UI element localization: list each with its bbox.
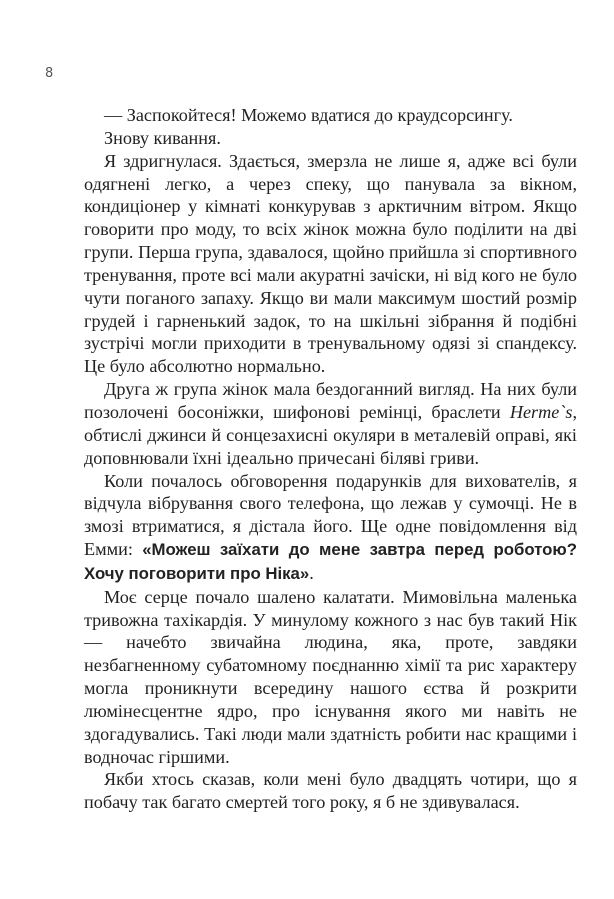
body-text — [84, 104, 577, 814]
paragraph-phone-message — [84, 470, 577, 586]
paragraph-nodding: Знову кивання. — [104, 127, 221, 148]
message-quote-bold: «Можеш заїхати до мене завтра перед роботою? Хочу поговорити про Ніка» — [84, 540, 577, 583]
text-span: Коли почалось обговорення подарунків для вихователів, я відчула вібрування свого телефона, що лежав у сумочці. Не в змозі втриматися, я дістала його. Ще одне повідомлення від Емми: — [84, 470, 577, 560]
text-span: , обтислі джинси й сонцезахисні окуляри в металевій оправі, які доповнювали їхні ідеально причесані біляві гриви. — [84, 401, 577, 468]
paragraph-heart: Моє серце почало шалено калатати. Мимовільна маленька тривожна тахікардія. У минулому кожного з нас був такий Нік — начебто звичайна людина, яка, проте, завдяки незбагненному субатомному поєднанню хімії та рис характеру могла проникнути всередину нашого єства й розкрити люмінесцентне ядро, про існування якого ми навіть не здогадувались. Такі люди мали здатність робити нас кращими і водночас гіршими. — [84, 586, 577, 767]
brand-name-italic: Herme`s — [509, 401, 573, 422]
text-span: Друга ж група жінок мала бездоганний вигляд. На них були позолочені босоніжки, шифонові ремінці, браслети — [84, 379, 577, 422]
paragraph-second-group — [84, 378, 577, 469]
page-number: 8 — [45, 66, 54, 81]
text-span: . — [309, 562, 314, 583]
paragraph-final: Якби хтось сказав, коли мені було двадцять чотири, що я побачу так багато смертей того року, я б не здивувалася. — [84, 769, 577, 813]
paragraph-dialogue: — Заспокойтеся! Можемо вдатися до краудсорсингу. — [104, 105, 513, 125]
paragraph-shiver: Я здригнулася. Здається, змерзла не лише я, адже всі були одягнені легко, а через спеку, що панувала за вікном, кондиціонер у кімнаті конкурував з арктичним вітром. Якщо говорити про моду, то всіх жінок можна було поділити на дві групи. Перша група, здавалося, щойно прийшла зі спортивного тренування, проте всі мали акуратні зачіски, ні від кого не було чути поганого запаху. Якщо ви мали максимум шостий розмір грудей і гарненький задок, то на шкільні зібрання й подібні зустрічі могли приходити в тренувальному одязі зі спандексу. Це було абсолютно нормально. — [84, 150, 577, 377]
